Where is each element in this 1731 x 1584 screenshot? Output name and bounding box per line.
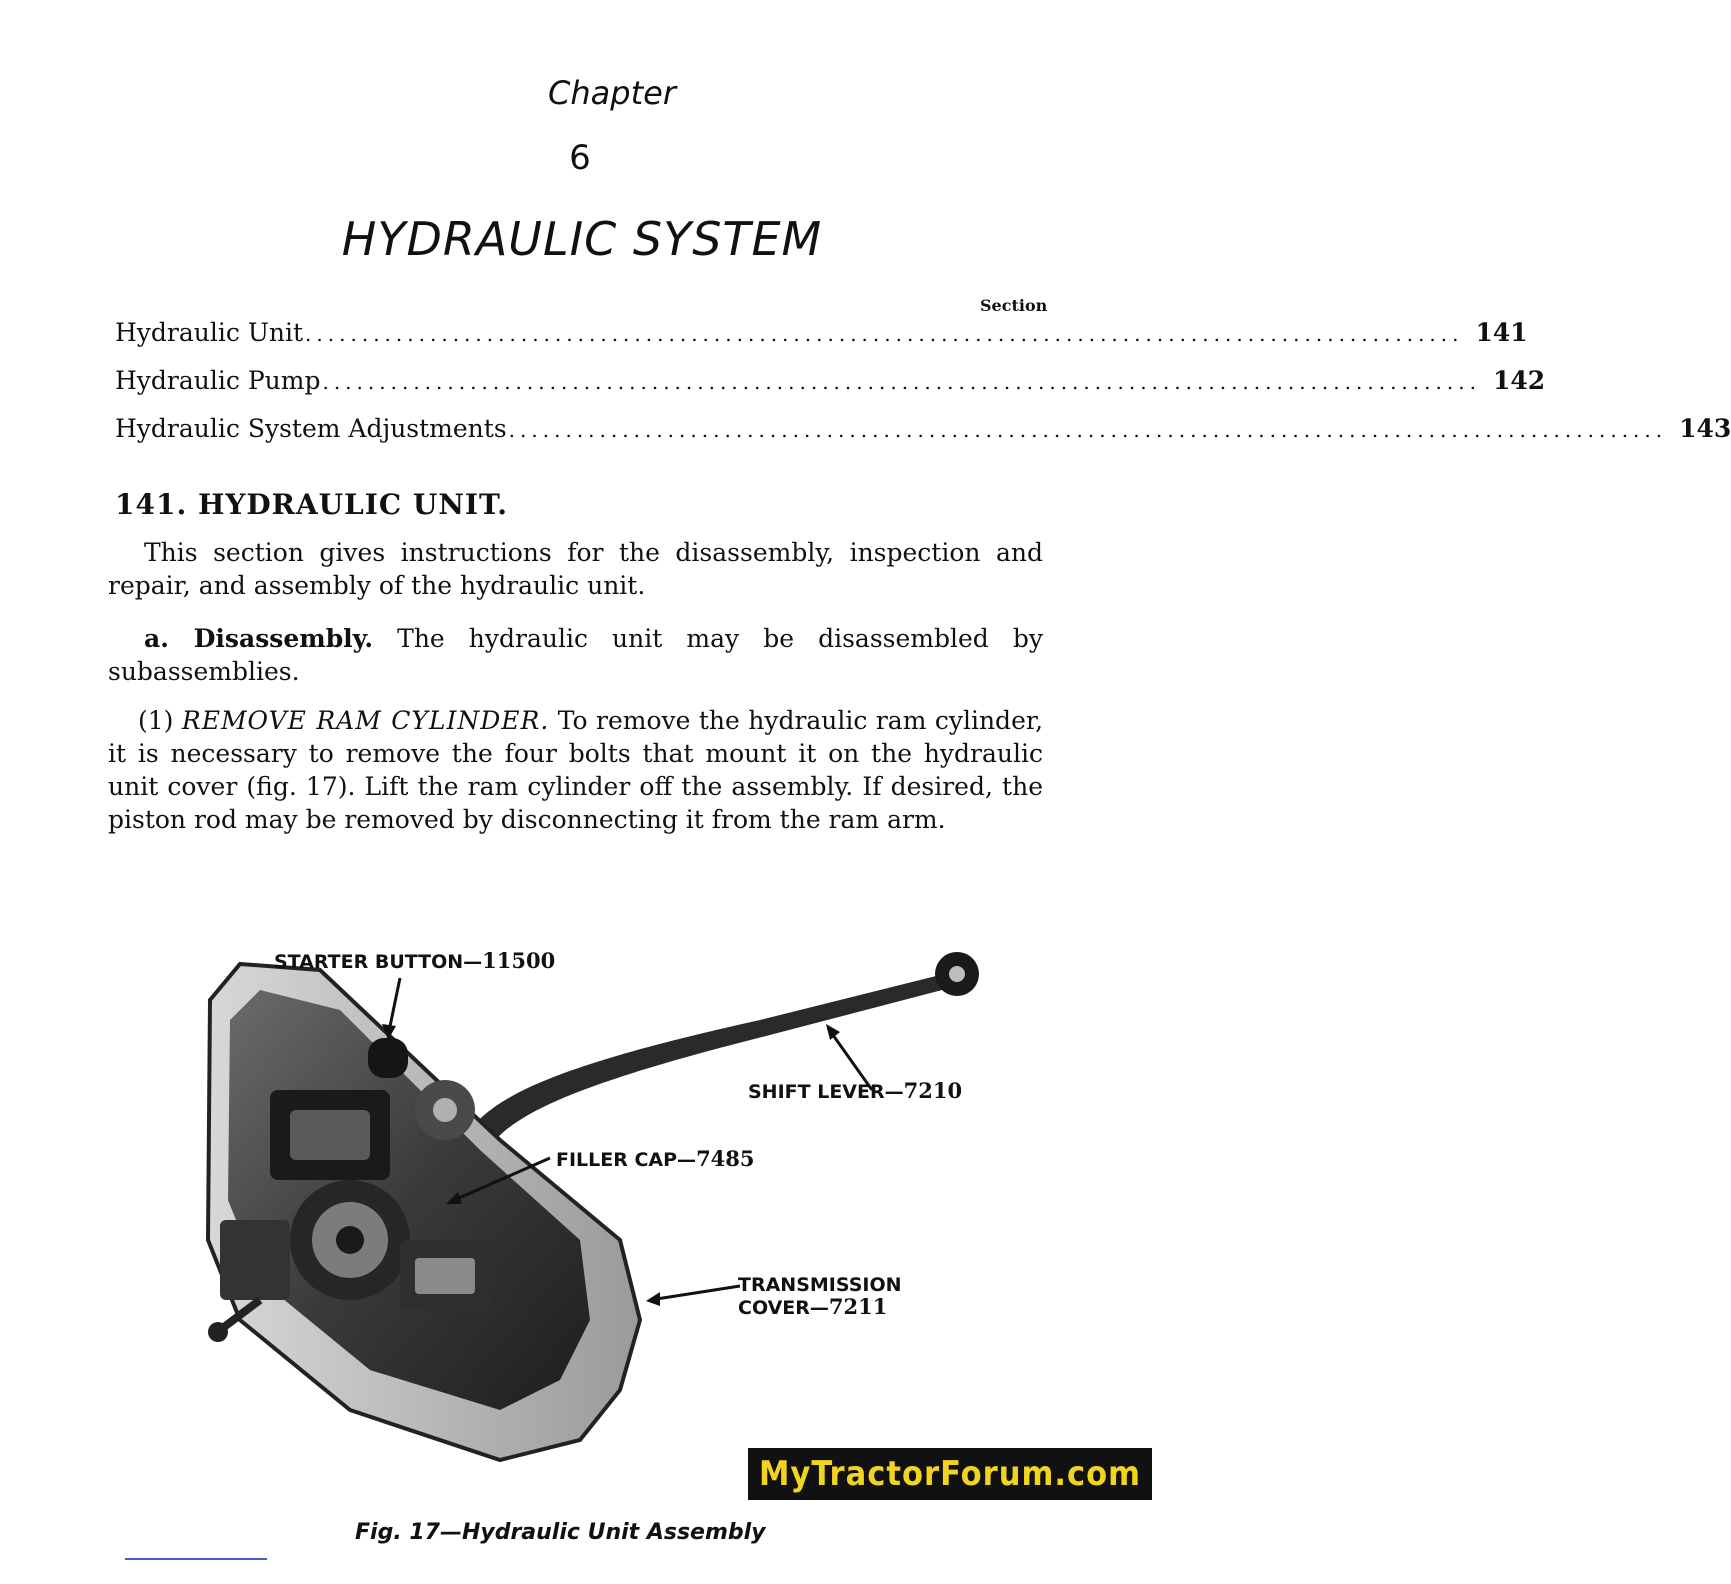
watermark-text: MyTractorForum.com [758,1454,1142,1494]
toc-entry-label: Hydraulic Unit [115,318,304,347]
callout-label: FILLER CAP— [556,1149,697,1171]
toc-entry-label: Hydraulic System Adjustments [115,414,507,443]
toc-entry[interactable] [115,318,1528,347]
toc-leader-dots: ...................................................................................................... [508,418,1668,442]
callout-filler-cap [556,1148,755,1171]
callout-number: 7211 [828,1294,888,1319]
divider-line [125,1558,267,1560]
callout-label: TRANSMISSION [738,1274,902,1296]
remove-ram-cylinder-paragraph [108,704,1043,836]
hydraulic-unit-illustration [200,940,1000,1500]
callout-starter-button [274,950,555,973]
step-caption: REMOVE RAM CYLINDER. [181,706,550,735]
toc-entry[interactable] [115,414,1731,443]
callout-label: STARTER BUTTON— [274,951,483,973]
callout-shift-lever [748,1080,962,1103]
callout-number: 7210 [903,1078,963,1103]
watermark-logo [748,1448,1152,1500]
callout-number: 7485 [696,1146,755,1171]
callout-label: SHIFT LEVER— [748,1081,904,1103]
callout-transmission-cover [738,1274,902,1319]
toc-entry-section: 142 [1492,366,1546,395]
chapter-title: HYDRAULIC SYSTEM [341,212,823,266]
callout-number: 11500 [482,948,556,973]
toc-entry-section: 141 [1475,318,1528,347]
disassembly-lead: a. Disassembly. [144,624,374,653]
toc-column-header: Section [980,296,1048,315]
toc-entry[interactable] [115,366,1546,395]
step-number: (1) [138,706,174,735]
figure-caption: Fig. 17—Hydraulic Unit Assembly [355,1520,766,1545]
chapter-word: Chapter [548,74,676,112]
toc-leader-dots: ...................................................................................................... [305,322,1464,346]
step-text: To remove the hydraulic ram cylinder, it is necessary to remove the four bolts that mount it on the hydraulic unit cover (fig. 17). Lift the ram cylinder off the assembly. If desired, the piston rod may be removed by disconnecting it from the ram arm. [108,706,1044,834]
disassembly-text: The hydraulic unit may be disassembled by subassemblies. [108,624,1043,686]
disassembly-paragraph [108,622,1043,688]
toc-leader-dots: ...................................................................................................... [322,370,1481,394]
intro-paragraph: This section gives instructions for the disassembly, inspection and repair, and assembly of the hydraulic unit. [108,538,1043,600]
toc-entry-label: Hydraulic Pump [115,366,321,395]
callout-label-line2: COVER— [738,1297,829,1319]
toc-entry-section: 143 [1679,414,1731,443]
section-heading: 141. HYDRAULIC UNIT. [115,488,508,521]
chapter-number: 6 [569,138,591,178]
